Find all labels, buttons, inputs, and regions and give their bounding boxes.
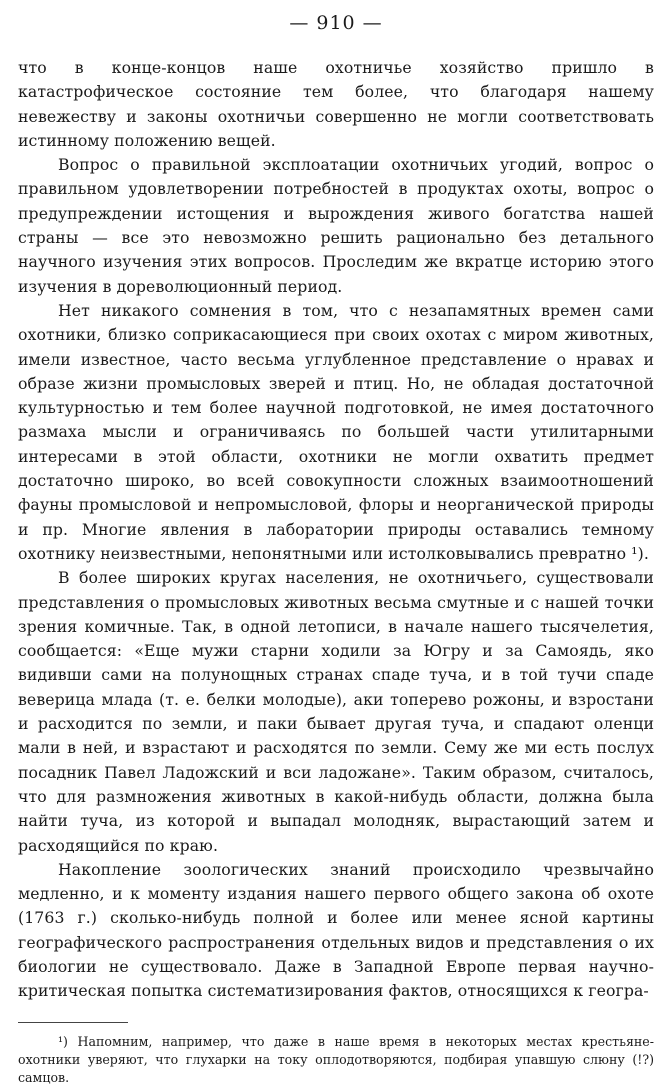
paragraph: Вопрос о правильной эксплоатации охотничьих угодий, вопрос о правильном удовлетворении потребностей в продуктах охоты, вопрос о предупреждении истощения и вырождения живого богатства нашей страны — все это невозможно решить рационально без детального научного изучения этих вопросов. Проследим же вкратце историю этого изучения в дореволюционный период. xyxy=(18,155,654,296)
footnote: ¹) Напомним, например, что даже в наше время в некоторых местах крестьяне-охотники уверяют, что глухарки на току оплодотворяются, подбирая упавшую слюну (!?) самцов. xyxy=(18,1033,654,1086)
main-text xyxy=(18,56,654,1004)
paragraph: Накопление зоологических знаний происходило чрезвычайно медленно, и к моменту издания нашего первого общего закона об охоте (1763 г.) сколько-нибудь полной и более или менее ясной картины географического распространения отдельных видов и представления о их биологии не существовало. Даже в Западной Европе первая научно-критическая попытка систематизирования фактов, относящихся к геогра- xyxy=(18,859,654,1001)
footnote-divider xyxy=(18,1022,128,1023)
paragraph: В более широких кругах населения, не охотничьего, существовали представления о промысловых животных весьма смутные и с нашей точки зрения комичные. Так, в одной летописи, в начале нашего тысячелетия, сообщается: «Еще мужи старни ходили за Югру и за Самоядь, яко видивши сами на полунощных странах спаде туча, и в той тучи спаде веверица млада (т. е. белки молодые), аки топерево рожоны, и взростани и расходится по земли, и паки бывает другая туча, и спадают оленци мали в ней, и взрастают и расходятся по земли. Сему же ми есть послух посадник Павел Ладожский и вси ладожане». Таким образом, считалось, что для размножения животных в какой-нибудь области, должна была найти туча, из которой и выпадал молодняк, вырастающий затем и расходящийся по краю. xyxy=(18,568,654,855)
paragraph: Нет никакого сомнения в том, что с незапамятных времен сами охотники, близко соприкасающиеся при своих охотах с миром животных, имели известное, часто весьма углубленное представление о нравах и образе жизни промысловых зверей и птиц. Но, не обладая достаточной культурностью и тем более научной подготовкой, не имея достаточного размаха мысли и ограничиваясь по большей части утилитарными интересами в этой области, охотники не могли охватить предмет достаточно широко, во всей совокупности сложных взаимоотношений фауны промысловой и непромысловой, флоры и неорганической природы и пр. Многие явления в лаборатории природы оставались темному охотнику неизвестными, непонятными или истолковывались превратно ¹). xyxy=(18,300,654,563)
page-number: — 910 — xyxy=(289,12,383,34)
paragraph: что в конце-концов наше охотничье хозяйство пришло в катастрофическое состояние тем более, что благодаря нашему невежеству и законы охотничьи совершенно не могли соответствовать истинному положению вещей. xyxy=(18,58,654,150)
